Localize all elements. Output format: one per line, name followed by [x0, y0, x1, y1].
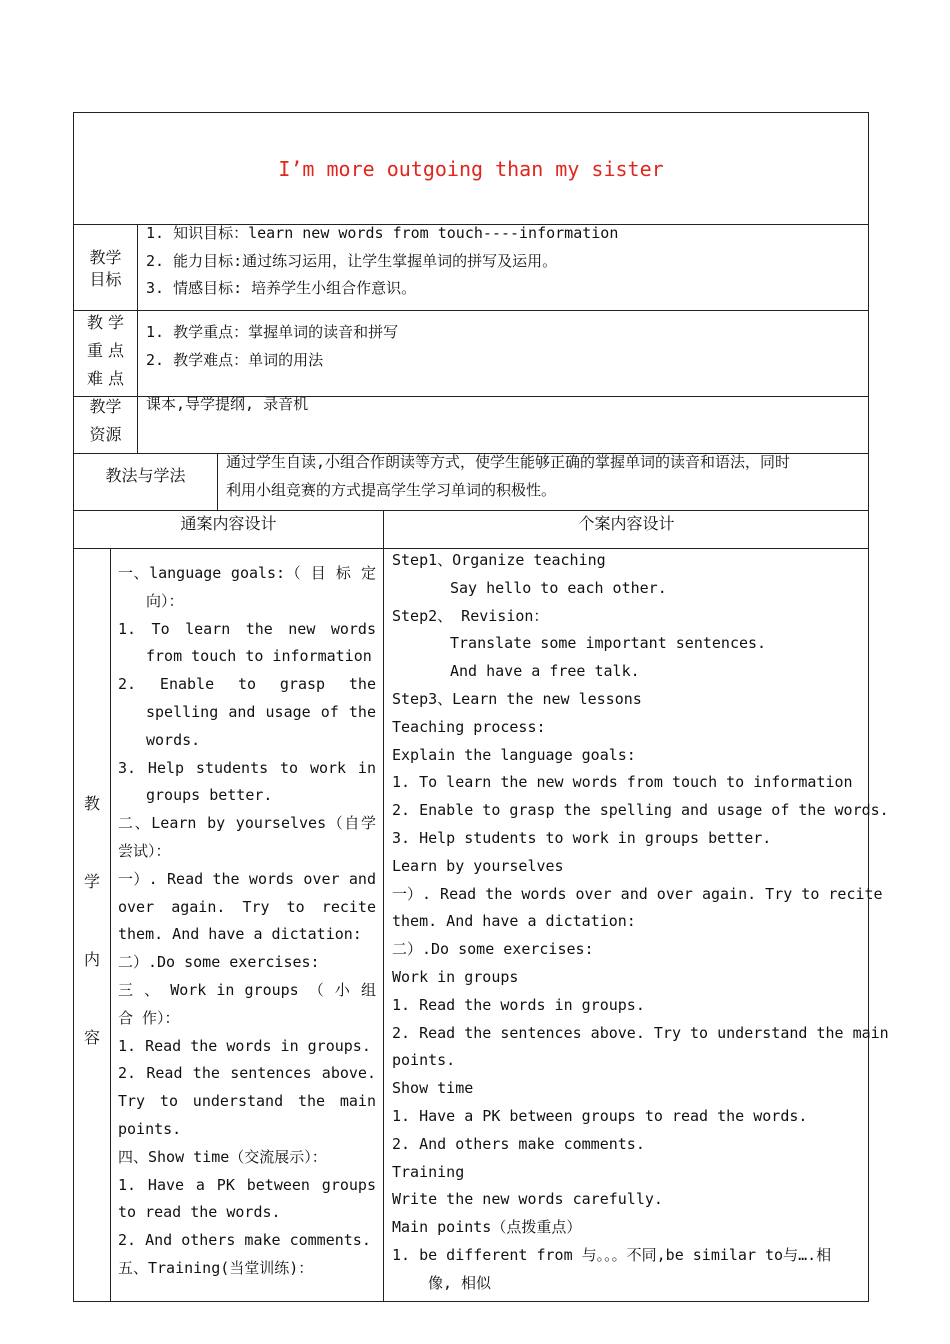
resources-label: 教学 资源 [89, 397, 122, 444]
objective-item: 1. 知识目标：learn new words from touch----information [146, 224, 619, 242]
plan-line: 一）. Read the words over and over again. Try to recite them. And have a dictation: [118, 869, 376, 944]
general-plan [118, 560, 376, 1283]
plan-line: Main points（点拨重点） [392, 1218, 582, 1237]
plan-line: 1. Read the words in groups. [392, 995, 645, 1014]
teaching-content-label-char: 教 [83, 794, 100, 813]
plan-line: Step1、Organize teaching [392, 551, 606, 569]
plan-line: Work in groups [392, 967, 519, 986]
plan-line: 五、Training(当堂训练)： [118, 1258, 314, 1277]
column-divider [110, 548, 111, 1302]
plan-line: 1. Read the words in groups. [118, 1036, 371, 1055]
plan-line: 1. To learn the new words from touch to information [118, 619, 376, 666]
resources-text: 课本,导学提纲, 录音机 [146, 395, 309, 413]
plan-line: Translate some important sentences. [450, 634, 767, 653]
row-divider [74, 510, 868, 511]
plan-line: 1. Have a PK between groups to read the words. [118, 1175, 376, 1222]
key-point-item: 2. 教学难点：单词的用法 [146, 350, 324, 369]
plan-line: 一）. Read the words over and over again. Try to recite [392, 884, 883, 903]
general-design-header: 通案内容设计 [180, 514, 277, 533]
column-divider [217, 453, 218, 510]
plan-line: Explain the language goals: [392, 745, 636, 764]
plan-line: Training [392, 1162, 465, 1181]
plan-line: 2. Read the sentences above. Try to understand the main points. [118, 1064, 376, 1138]
content-section [74, 548, 889, 1302]
teaching-content-label-char: 容 [83, 1028, 100, 1047]
plan-line: points. [392, 1051, 456, 1070]
plan-line: 1. To learn the new words from touch to information [392, 773, 853, 792]
plan-line: 2. Enable to grasp the spelling and usage of the words. [118, 675, 376, 749]
plan-line: 3. Help students to work in groups better. [118, 758, 376, 805]
plan-line: Write the new words carefully. [392, 1190, 663, 1209]
key-points-label: 教 学 重 点 难 点 [86, 313, 125, 388]
plan-line: 二、Learn by yourselves（自学尝试）： [118, 814, 376, 860]
key-point-item: 1. 教学重点：掌握单词的读音和拼写 [146, 323, 399, 341]
page-title: I’m more outgoing than my sister [278, 157, 664, 181]
plan-line: Learn by yourselves [392, 856, 564, 875]
plan-line: 2. Enable to grasp the spelling and usage of the words. [392, 801, 889, 820]
objectives-label: 教学 目标 [89, 248, 122, 289]
column-divider [137, 310, 138, 396]
plan-line: Show time [392, 1079, 474, 1098]
lesson-plan-table [73, 112, 889, 1302]
teaching-content-label-char: 学 [83, 872, 100, 891]
individual-design-header: 个案内容设计 [578, 514, 675, 533]
plan-line: 1. Have a PK between groups to read the words. [392, 1106, 808, 1125]
plan-line: 3. Help students to work in groups better. [392, 828, 772, 847]
plan-line: 2. And others make comments. [118, 1231, 371, 1250]
plan-line: 1. be different from 与。。。不同,be similar to与….相 [392, 1245, 832, 1264]
methods-label: 教法与学法 [105, 466, 186, 485]
individual-plan [392, 547, 889, 1298]
objectives-list [146, 220, 618, 303]
plan-line: 二）.Do some exercises: [392, 940, 594, 959]
plan-line: 四、Show time（交流展示）： [118, 1147, 327, 1166]
plan-line: Say hello to each other. [450, 578, 667, 597]
plan-line: 三 、 Work in groups （ 小 组 合 作）： [118, 980, 376, 1027]
plan-line: 像, 相似 [428, 1273, 492, 1292]
teaching-content-label-char: 内 [83, 950, 100, 969]
plan-line: 二）.Do some exercises: [118, 953, 320, 972]
column-divider [137, 396, 138, 453]
objective-item: 3. 情感目标: 培养学生小组合作意识。 [146, 279, 417, 297]
plan-line: Teaching process: [392, 717, 546, 736]
plan-line: them. And have a dictation: [392, 912, 636, 931]
key-points-list [146, 319, 398, 374]
plan-line: 2. And others make comments. [392, 1134, 645, 1153]
plan-line: Step2、 Revision： [392, 606, 549, 625]
row-divider [74, 310, 868, 311]
column-divider [137, 224, 138, 310]
plan-line: Step3、Learn the new lessons [392, 689, 642, 708]
plan-line: And have a free talk. [450, 662, 640, 681]
plan-line: 一、language goals:（ 目 标 定 向）： [118, 564, 376, 610]
plan-line: 2. Read the sentences above. Try to understand the main [392, 1023, 889, 1042]
methods-text: 通过学生自读,小组合作朗读等方式，使学生能够正确的掌握单词的读音和语法，同时 利用小组竞赛的方式提高学生学习单词的积极性。 [226, 453, 791, 499]
objective-item: 2. 能力目标:通过练习运用，让学生掌握单词的拼写及运用。 [146, 251, 558, 270]
